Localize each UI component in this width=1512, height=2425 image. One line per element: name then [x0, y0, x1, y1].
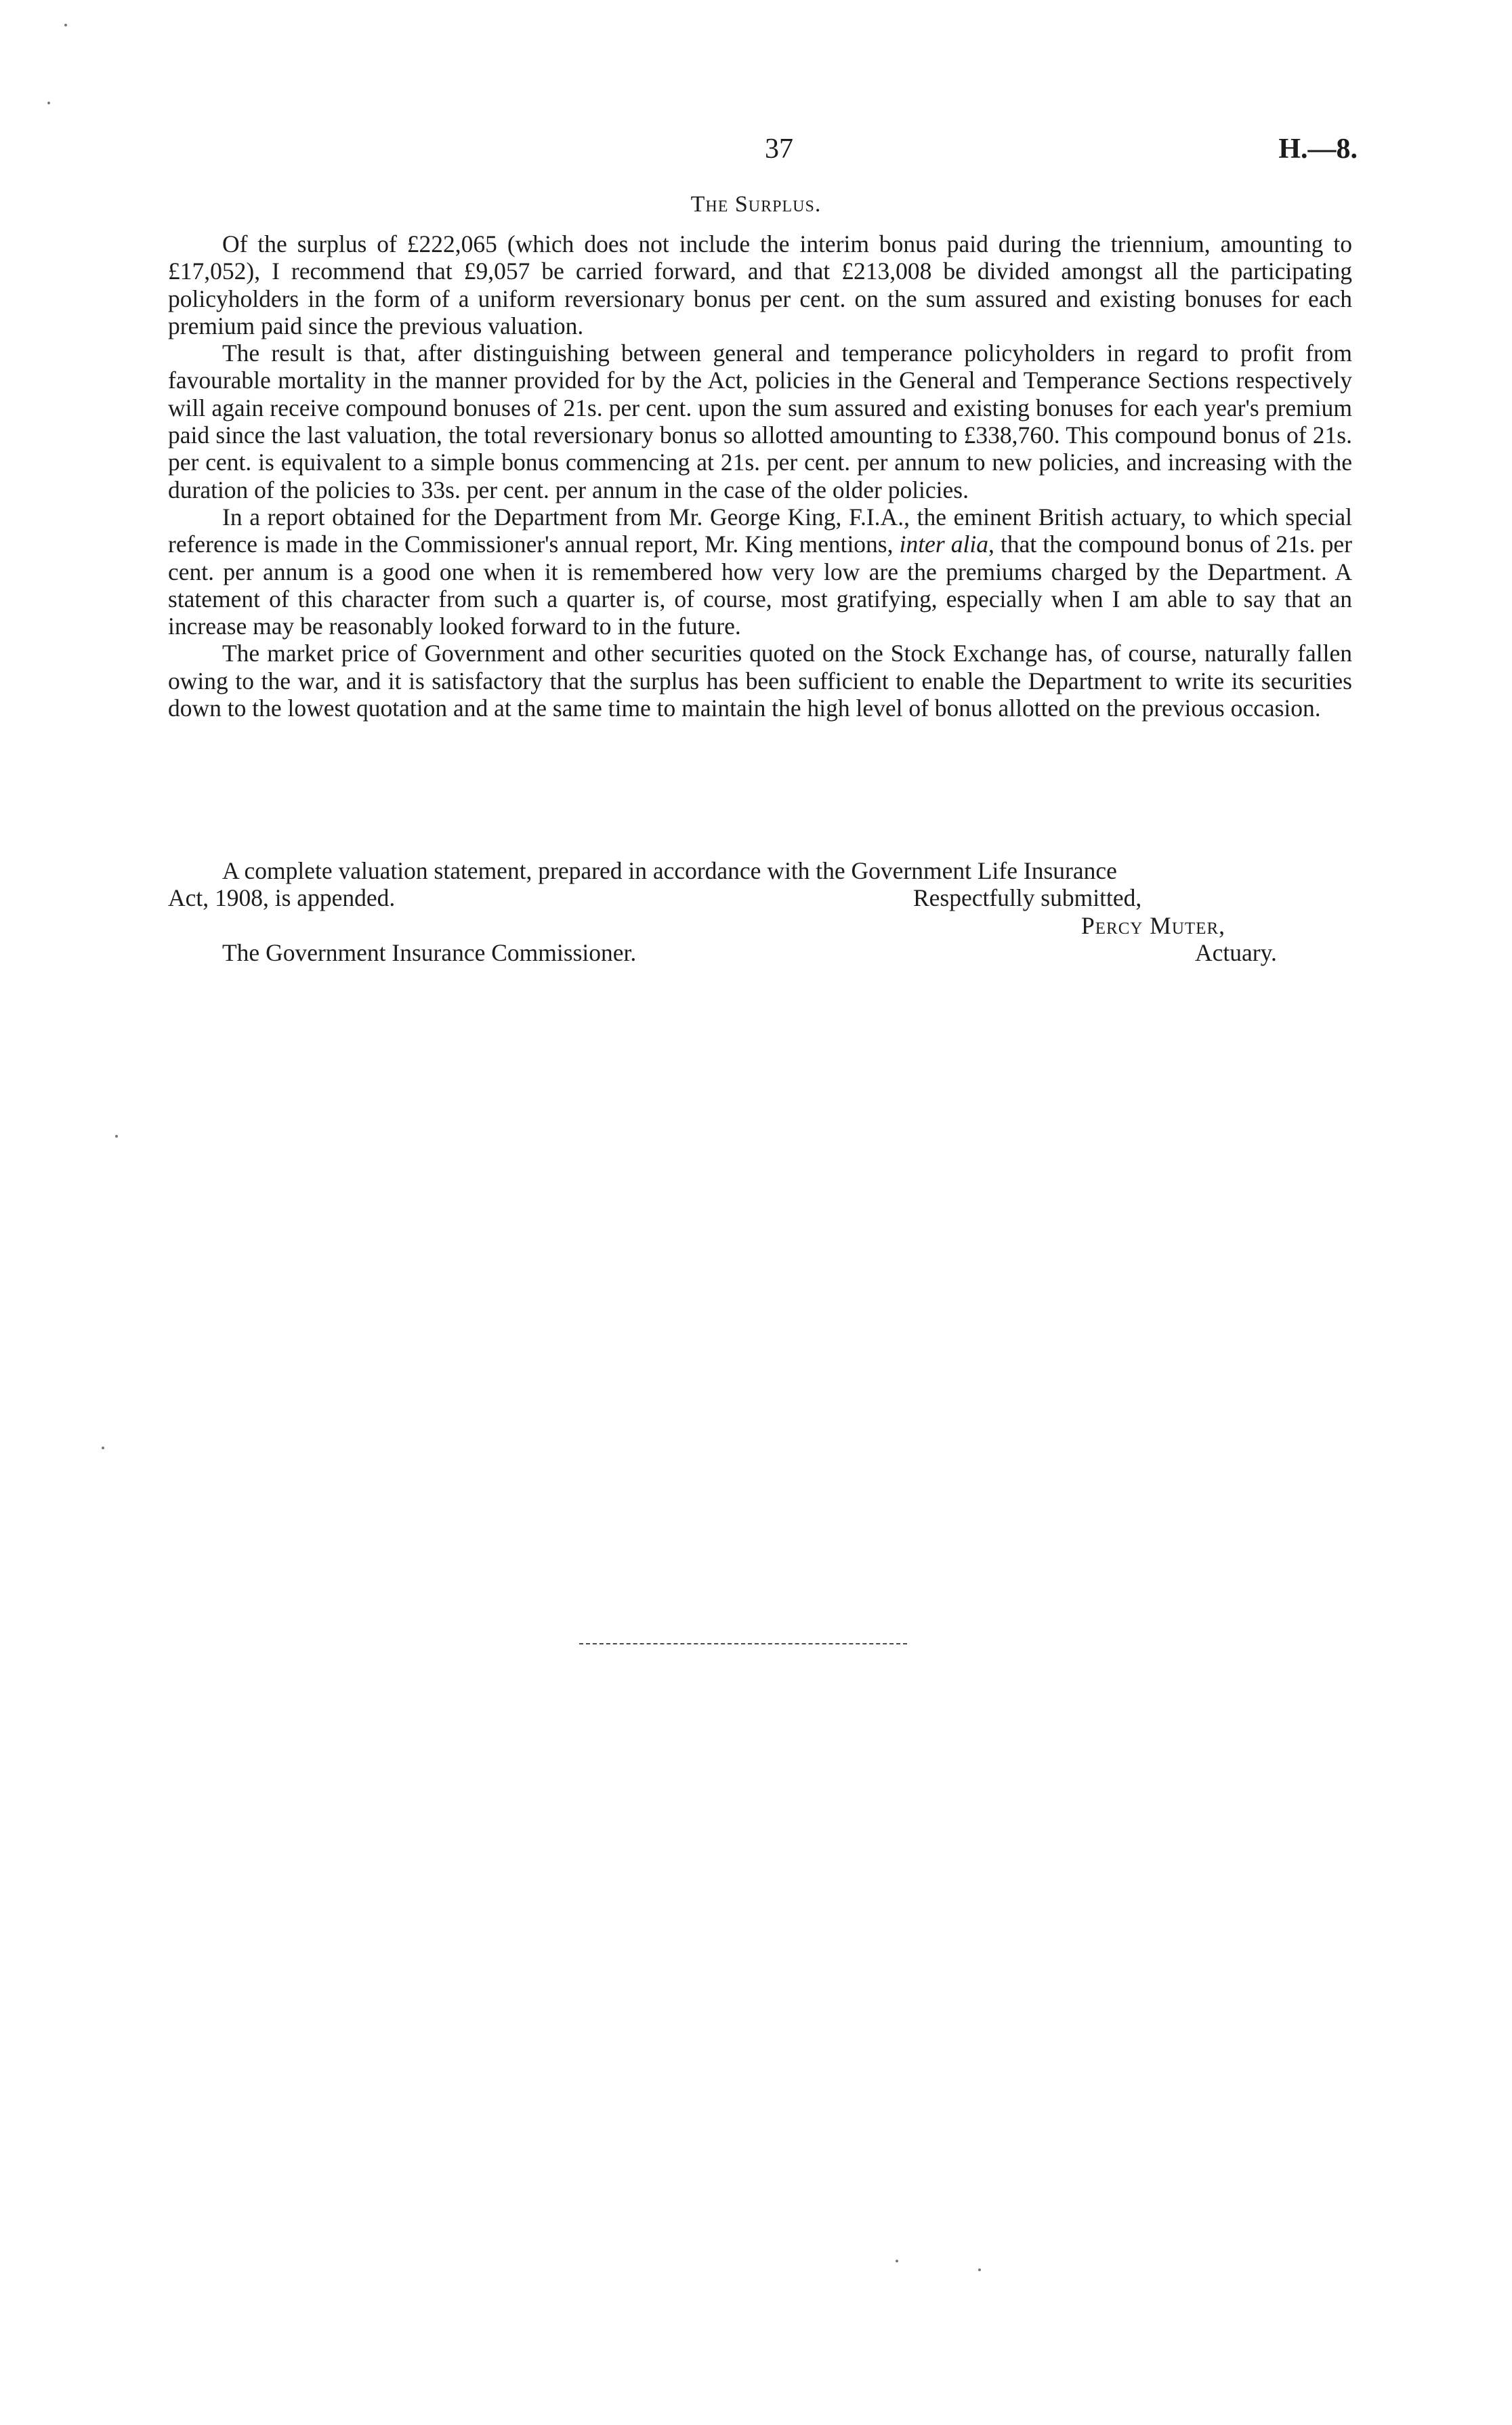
paragraph-king-report-part1: In a report obtained for the Department from Mr. George King, F.I.A., the eminent British actuary, to which special reference is made in the Commissioner's annual report, Mr. King mentions, — [168, 503, 1352, 558]
section-title: The Surplus. — [690, 192, 822, 217]
respectfully-submitted: Respectfully submitted, — [913, 884, 1142, 912]
paragraph-market-price: The market price of Government and other securities quoted on the Stock Exchange has, of course, naturally fallen owing to the war, and it is satisfactory that the surplus has been sufficient to enable the Department to write its securities down to the lowest quotation and at the same time to maintain the high level of bonus allotted on the previous occasion. — [168, 640, 1352, 722]
end-rule — [579, 1643, 907, 1644]
latin-phrase: inter alia — [899, 531, 988, 558]
paragraph-bonus-result: The result is that, after distinguishing between general and temperance policyholders in regard to profit from favourable mortality in the manner provided for by the Act, policies in the General and Temperance Sections respectively will again receive compound bonuses of 21s. per cent. upon the sum assured and existing bonuses for each year's premium paid since the last valuation, the total reversionary bonus so allotted amounting to £338,760. This compound bonus of 21s. per cent. is equivalent to a simple bonus commencing at 21s. per cent. per annum to new policies, and increasing with the duration of the policies to 33s. per cent. per annum in the case of the older policies. — [168, 339, 1352, 503]
page-number: 37 — [765, 133, 793, 165]
page-header — [0, 132, 1512, 173]
addressee: The Government Insurance Commissioner. — [222, 938, 637, 966]
signer-name: Percy Muter, — [1081, 911, 1226, 939]
scan-speck — [47, 102, 50, 104]
document-reference: H.—8. — [1278, 133, 1358, 165]
scan-speck — [64, 24, 67, 26]
paragraph-surplus: Of the surplus of £222,065 (which does not include the interim bonus paid during the triennium, amounting to £17,052), I recommend that £9,057 be carried forward, and that £213,008 be divided amongst all the participating policyholders in the form of a uniform reversionary bonus per cent. on the sum assured and existing bonuses for each premium paid since the previous valuation. — [168, 230, 1352, 339]
report-body — [168, 230, 1352, 722]
scan-speck — [896, 2260, 898, 2262]
signer-title: Actuary. — [1195, 938, 1277, 966]
paragraph-king-report-part2: , that the compound bonus of 21s. per cent. per annum is a good one when it is remembered how very low are the premiums charged by the Department. A statement of this character from such a quarter is, of course, most gratifying, especially when I am able to say that an increase may be reasonably looked forward to in the future. — [168, 531, 1352, 640]
closing-statement-line1: A complete valuation statement, prepared in accordance with the Government Life Insurance — [222, 857, 1117, 884]
scan-speck — [102, 1447, 104, 1449]
scan-speck — [115, 1135, 118, 1138]
closing-block — [168, 857, 1352, 966]
scan-speck — [978, 2268, 981, 2271]
closing-statement-line2: Act, 1908, is appended. — [168, 884, 396, 912]
paragraph-king-report — [168, 503, 1352, 640]
